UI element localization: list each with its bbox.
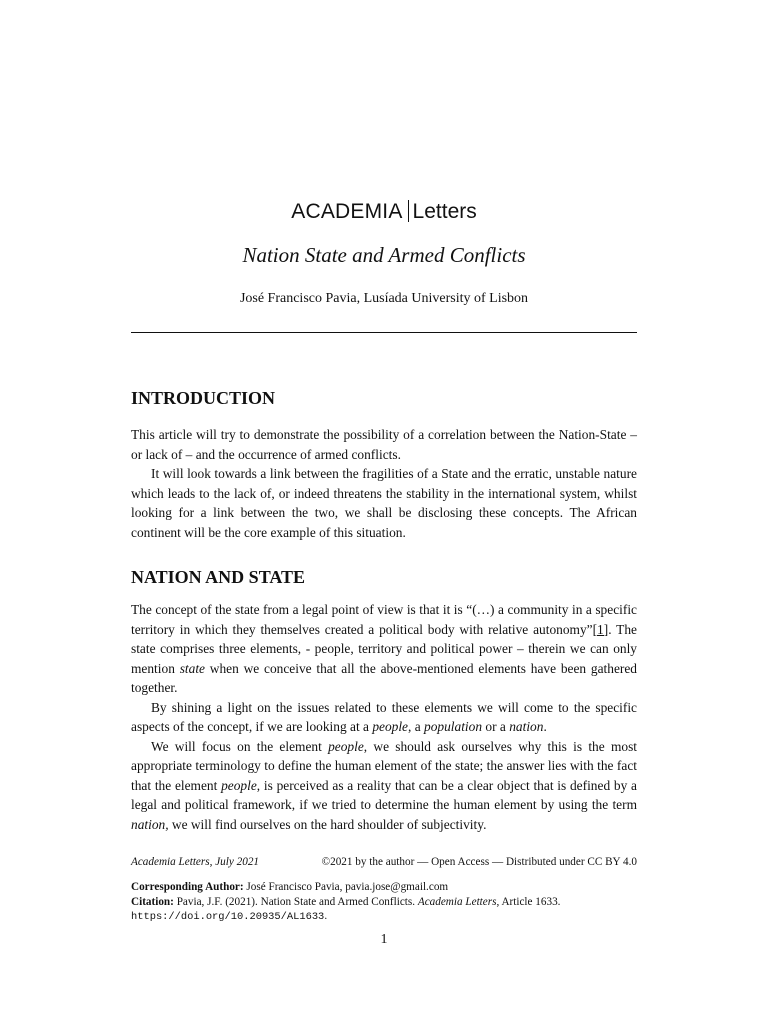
- journal-date: Academia Letters, July 2021: [131, 856, 260, 868]
- section-heading-nation-and-state: NATION AND STATE: [131, 567, 306, 587]
- emphasis: people: [221, 777, 257, 793]
- value: José Francisco Pavia, pavia.jose@gmail.com: [243, 881, 449, 893]
- text-run: .: [543, 719, 547, 734]
- paragraph: [131, 737, 637, 835]
- academia-letters-logo: [0, 198, 768, 226]
- paragraph: It will look towards a link between the fragilities of a State and the erratic, unstable nature which leads to the lack of, or indeed threatens the stability in the international system, whilst looking for a link between the two, we shall be disclosing these concepts. The African continent will be the core example of this situation.: [131, 466, 637, 540]
- text-run: when we conceive that all the above-mentioned elements have been gathered together.: [131, 660, 637, 695]
- section-body-nation-and-state: [131, 600, 637, 834]
- emphasis: people: [328, 738, 364, 754]
- paragraph: This article will try to demonstrate the possibility of a correlation between the Nation-State – or lack of – and the occurrence of armed conflicts.: [131, 427, 637, 462]
- paragraph: [131, 600, 637, 698]
- series-name: Letters: [412, 200, 477, 223]
- page-number: 1: [380, 932, 388, 947]
- paragraph: [131, 698, 637, 737]
- emphasis: nation,: [131, 816, 169, 832]
- text-run: we will find ourselves on the hard shoulder of subjectivity.: [168, 816, 487, 832]
- section-body-introduction: [131, 425, 637, 542]
- text-run: or a: [482, 719, 510, 734]
- doi-link[interactable]: https://doi.org/10.20935/AL1633: [131, 911, 325, 923]
- text-run: .: [324, 910, 328, 922]
- journal-name: Academia Letters: [417, 895, 497, 908]
- text-run: , is perceived as a reality that can be a clear object that is defined by a legal and political framework, if we tried to determine the human element by using the term: [131, 777, 637, 812]
- text-run: We will focus on the element: [151, 738, 329, 754]
- emphasis: nation: [509, 719, 544, 734]
- paper-authors: José Francisco Pavia, Lusíada University of Lisbon: [239, 291, 529, 306]
- emphasis: people: [372, 719, 409, 734]
- label: Citation:: [131, 895, 174, 908]
- text-run: . The state comprises three elements, - people, territory and political power – therein we can only mention: [131, 621, 637, 676]
- brand-name: ACADEMIA: [291, 200, 403, 223]
- label: Corresponding Author:: [131, 881, 244, 893]
- logo-divider: [408, 200, 409, 222]
- text-run: , we should ask ourselves why this is the most appropriate terminology to define the human element of the state; the answer lies with the fact that the element: [131, 738, 638, 793]
- emphasis: state: [179, 660, 205, 676]
- value: , Article 1633.: [496, 895, 561, 908]
- section-heading-introduction: INTRODUCTION: [131, 388, 276, 408]
- paper-title: Nation State and Armed Conflicts: [242, 243, 526, 267]
- value: Pavia, J.F. (2021). Nation State and Armed Conflicts.: [173, 895, 418, 908]
- footer-metadata: [131, 880, 637, 925]
- citation: [131, 895, 637, 910]
- doi-line: [131, 909, 637, 925]
- text-run: By shining a light on the issues related to these elements we will come to the specific aspects of the concept, if we are looking at a: [131, 699, 637, 734]
- corresponding-author: [131, 880, 637, 895]
- citation-link[interactable]: [1]: [592, 621, 609, 637]
- text-run: , a: [408, 719, 425, 734]
- license-notice: ©2021 by the author — Open Access — Distributed under CC BY 4.0: [321, 856, 637, 868]
- title-divider: [131, 332, 637, 333]
- text-run: The concept of the state from a legal point of view is that it is “(…) a community in a specific territory in which they themselves created a political body with relative autonomy”: [131, 602, 637, 637]
- emphasis: population: [424, 719, 483, 734]
